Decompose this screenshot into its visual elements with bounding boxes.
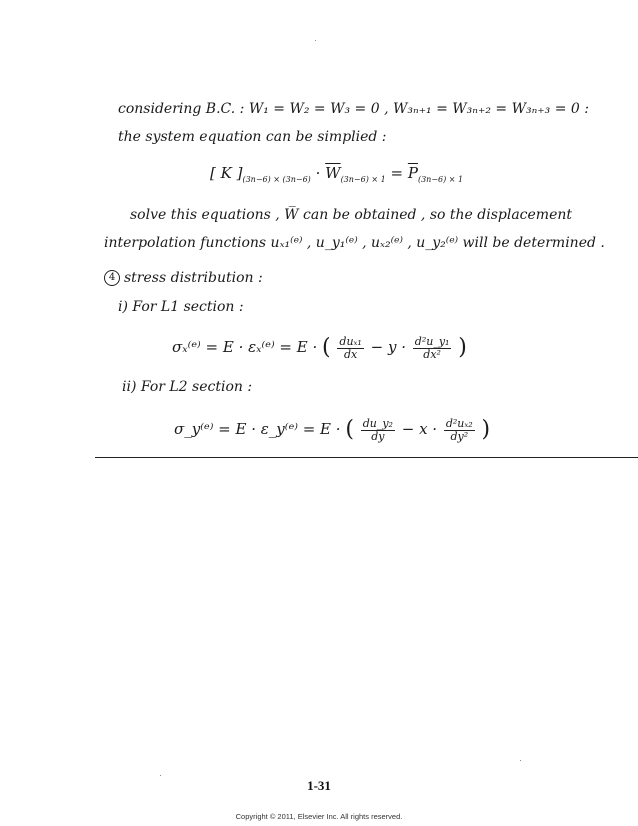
eq2-mid: − x · xyxy=(401,420,438,439)
simplified-system-line: the system equation can be simplied : xyxy=(118,129,387,145)
section-divider xyxy=(95,457,638,458)
stiffness-matrix: [ K ] xyxy=(210,164,243,182)
eq2-frac1-num: du_y₂ xyxy=(362,417,393,430)
boundary-conditions-line: considering B.C. : W₁ = W₂ = W₃ = 0 , W₃ₙ₊₁ = W₃ₙ₊₂ = W₃ₙ₊₃ = 0 : xyxy=(118,101,589,117)
interpolation-line: interpolation functions uₓ₁⁽ᵉ⁾ , u_y₁⁽ᵉ⁾ , uₓ₂⁽ᵉ⁾ , u_y₂⁽ᵉ⁾ will be determined . xyxy=(104,235,605,251)
item-l2-section: ii) For L2 section : xyxy=(122,379,253,395)
eq1-frac2-num: d²u_y₁ xyxy=(414,335,450,348)
eq2-frac2-num: d²uₓ₂ xyxy=(445,417,473,430)
scan-speck xyxy=(160,775,161,776)
scan-speck xyxy=(520,760,521,761)
eq2-fraction-1 xyxy=(361,418,395,442)
eq1-frac2-den: dx² xyxy=(423,347,441,361)
equation-l2: σ_y⁽ᵉ⁾ = E · ε_y⁽ᵉ⁾ = E · ( $\frac{\text{du\_y₂}}{dy}$ − x · $\frac{\text{d²uₓ₂}}{\text{dy²}}$ ) xyxy=(174,417,491,443)
eq1-mid: − y · xyxy=(370,338,406,357)
dot-operator: · xyxy=(315,164,321,182)
equals-sign: = xyxy=(390,164,404,182)
eq2-frac1-den: dy xyxy=(371,429,385,443)
scan-speck xyxy=(315,40,316,41)
eq1-lhs: σₓ⁽ᵉ⁾ = E · εₓ⁽ᵉ⁾ = E · xyxy=(172,338,318,357)
eq1-fraction-2 xyxy=(413,336,452,360)
page-number: 1-31 xyxy=(307,778,331,793)
force-vector-size: (3n−6) × 1 xyxy=(417,175,464,184)
eq2-frac2-den: dy² xyxy=(450,429,469,443)
eq1-frac1-den: dx xyxy=(344,347,358,361)
eq1-fraction-1 xyxy=(337,336,363,360)
force-vector: $\overline{P}$ xyxy=(407,164,418,182)
equation-l1: σₓ⁽ᵉ⁾ = E · εₓ⁽ᵉ⁾ = E · ( $\frac{\text{duₓ₁}}{dx}$ − y · $\frac{\text{d²u\_y₁}}{\text{dx²}}$ ) xyxy=(172,335,467,361)
section-title: stress distribution : xyxy=(124,270,263,286)
section-number: 4 xyxy=(104,270,120,286)
stress-heading xyxy=(104,270,263,286)
copyright-notice: Copyright © 2011, Elsevier Inc. All rights reserved. xyxy=(235,812,403,821)
displacement-vector: $\overline{W}$ xyxy=(325,164,341,182)
eq2-fraction-2 xyxy=(444,418,475,442)
eq2-lhs: σ_y⁽ᵉ⁾ = E · ε_y⁽ᵉ⁾ = E · xyxy=(174,420,341,439)
eq1-frac1-num: duₓ₁ xyxy=(339,335,362,348)
displacement-vector-size: (3n−6) × 1 xyxy=(340,175,386,184)
stiffness-matrix-size: (3n−6) × (3n−6) xyxy=(242,175,311,184)
system-equation xyxy=(210,166,463,184)
solve-line: solve this equations , W̅ can be obtained , so the displacement xyxy=(130,207,573,223)
item-l1-section: i) For L1 section : xyxy=(118,299,244,315)
